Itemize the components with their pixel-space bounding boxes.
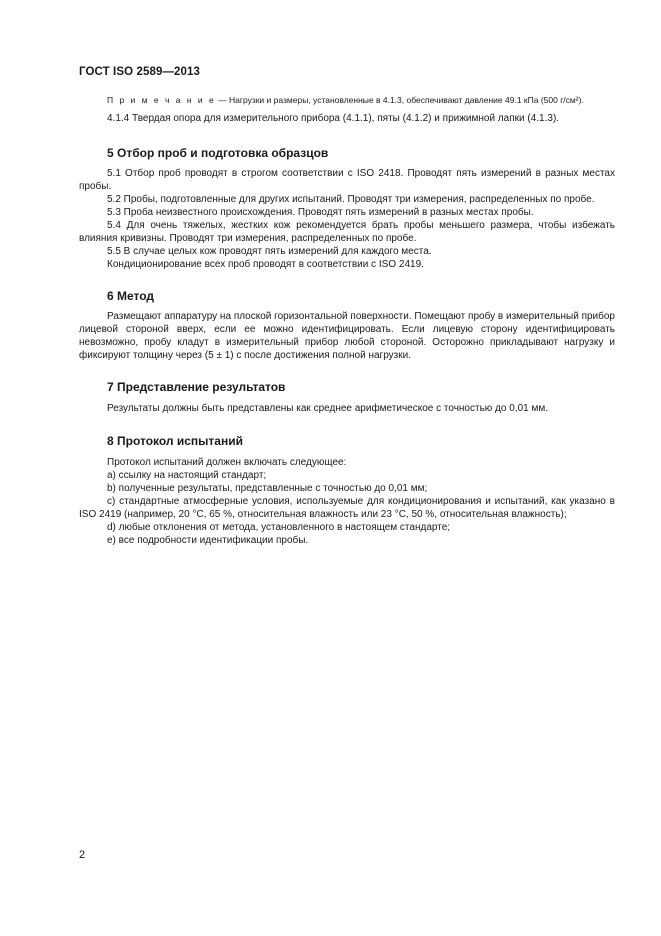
note-label: П р и м е ч а н и е <box>107 95 216 105</box>
clause-5-3: 5.3 Проба неизвестного происхождения. Проводят пять измерений в разных местах пробы. <box>107 207 534 218</box>
clause-5-4: 5.4 Для очень тяжелых, жестких кож рекомендуется брать пробы меньшего размера, чтобы избежать влияния кривизны. Проводят три измерения, распределенных по пробе. <box>79 220 615 244</box>
section-5-heading: 5 Отбор проб и подготовка образцов <box>107 146 329 160</box>
results-paragraph: Результаты должны быть представлены как среднее арифметическое с точностью до 0,01 мм. <box>107 403 549 414</box>
clause-5-5: 5.5 В случае целых кож проводят пять измерений для каждого места. <box>107 246 432 257</box>
conditioning-paragraph: Кондиционирование всех проб проводят в соответствии с ISO 2419. <box>107 259 424 270</box>
protocol-item-a: a) ссылку на настоящий стандарт; <box>107 470 267 481</box>
protocol-item-e: e) все подробности идентификации пробы. <box>107 535 309 546</box>
document-header: ГОСТ ISO 2589—2013 <box>79 66 201 78</box>
clause-4-1-4: 4.1.4 Твердая опора для измерительного прибора (4.1.1), пяты (4.1.2) и прижимной лапки (4.1.3). <box>107 113 560 124</box>
protocol-item-b: b) полученные результаты, представленные с точностью до 0,01 мм; <box>107 483 428 494</box>
page-number: 2 <box>79 849 86 861</box>
section-6-heading: 6 Метод <box>107 289 155 303</box>
section-8-heading: 8 Протокол испытаний <box>107 434 243 448</box>
note <box>79 95 615 106</box>
protocol-item-c: c) стандартные атмосферные условия, используемые для кондиционирования и испытаний, как указано в ISO 2419 (например, 20 °C, 65 %, относительная влажность или 23 °C, 50 %, относительная влажность); <box>79 496 615 520</box>
note-text: — Нагрузки и размеры, установленные в 4.1.3, обеспечивают давление 49.1 кПа (500 г/см²). <box>215 95 584 105</box>
clause-5-1: 5.1 Отбор проб проводят в строгом соответствии с ISO 2418. Проводят пять измерений в разных местах пробы. <box>79 168 615 192</box>
section-7-heading: 7 Представление результатов <box>107 380 286 394</box>
protocol-intro: Протокол испытаний должен включать следующее: <box>107 457 347 468</box>
protocol-item-d: d) любые отклонения от метода, установленного в настоящем стандарте; <box>107 522 451 533</box>
clause-5-2: 5.2 Пробы, подготовленные для других испытаний. Проводят три измерения, распределенных по пробе. <box>107 194 595 205</box>
document-body <box>79 95 615 547</box>
method-paragraph: Размещают аппаратуру на плоской горизонтальной поверхности. Помещают пробу в измерительный прибор лицевой стороной вверх, если ее можно идентифицировать. Если лицевую сторону идентифицировать невозможно, пробу кладут в измерительный прибор любой стороной. Осторожно прикладывают нагрузку и фиксируют толщину через (5 ± 1) с после достижения полной нагрузки. <box>79 311 615 361</box>
